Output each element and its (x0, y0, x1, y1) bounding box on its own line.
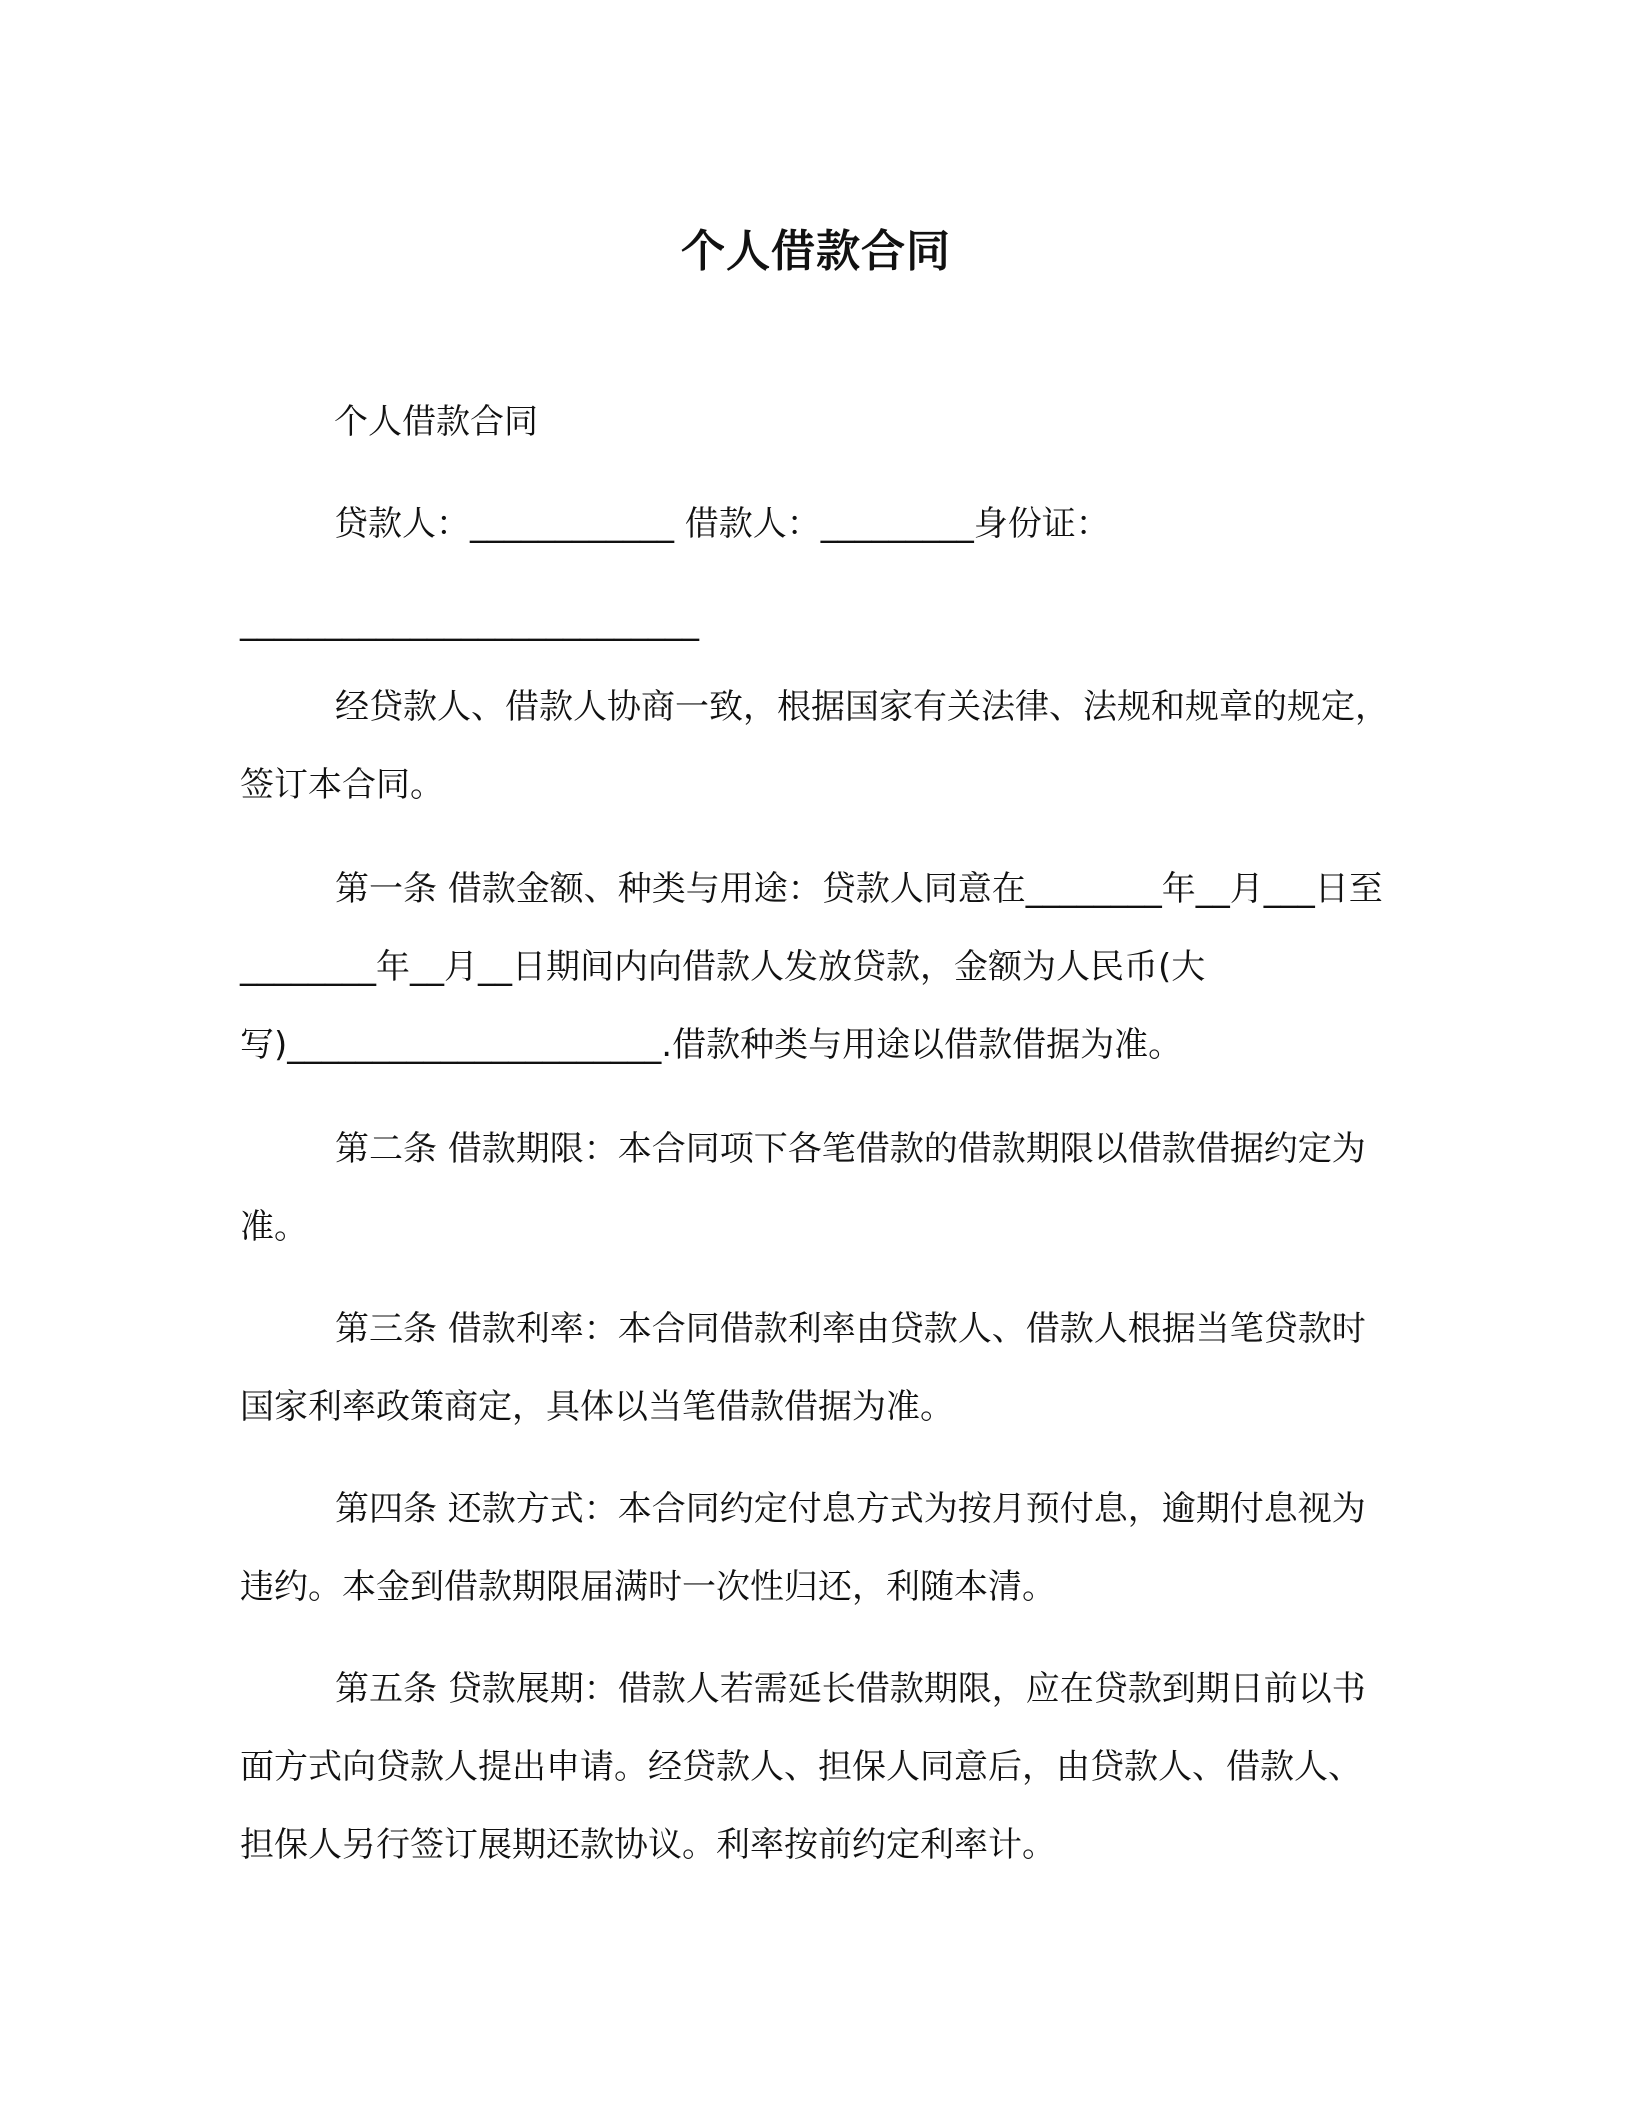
article-paragraph: 第五条 贷款展期：借款人若需延长借款期限，应在贷款到期日前以书面方式向贷款人提出申请。经贷款人、担保人同意后，由贷款人、借款人、担保人另行签订展期还款协议。利率按前约定利率计。 (240, 1669, 1366, 1865)
article-1 (240, 850, 1390, 1084)
article-5 (240, 1650, 1390, 1884)
article-4 (240, 1470, 1390, 1626)
article-paragraph: 第一条 借款金额、种类与用途：贷款人同意在________年__月___日至________年__月__日期间内向借款人发放贷款，金额为人民币(大写)______________________.借款种类与用途以借款借据为准。 (240, 869, 1383, 1065)
article-2 (240, 1110, 1390, 1266)
article-paragraph: 第二条 借款期限：本合同项下各笔借款的借款期限以借款借据约定为准。 (240, 1129, 1366, 1247)
article-3 (240, 1290, 1390, 1446)
article-paragraph: 第三条 借款利率：本合同借款利率由贷款人、借款人根据当笔贷款时国家利率政策商定，具体以当笔借款借据为准。 (240, 1309, 1366, 1427)
contract-body (240, 668, 1390, 824)
document-title: 个人借款合同 (681, 226, 951, 277)
parties-line: 贷款人：____________ 借款人：_________身份证： (334, 504, 1110, 544)
document-subtitle: 个人借款合同 (334, 402, 538, 442)
article-paragraph: 第四条 还款方式：本合同约定付息方式为按月预付息，逾期付息视为违约。本金到借款期限届满时一次性归还，利随本清。 (240, 1489, 1366, 1607)
id-number-blank: ___________________________ (240, 602, 699, 642)
preamble-paragraph: 经贷款人、借款人协商一致，根据国家有关法律、法规和规章的规定，签订本合同。 (240, 687, 1389, 805)
